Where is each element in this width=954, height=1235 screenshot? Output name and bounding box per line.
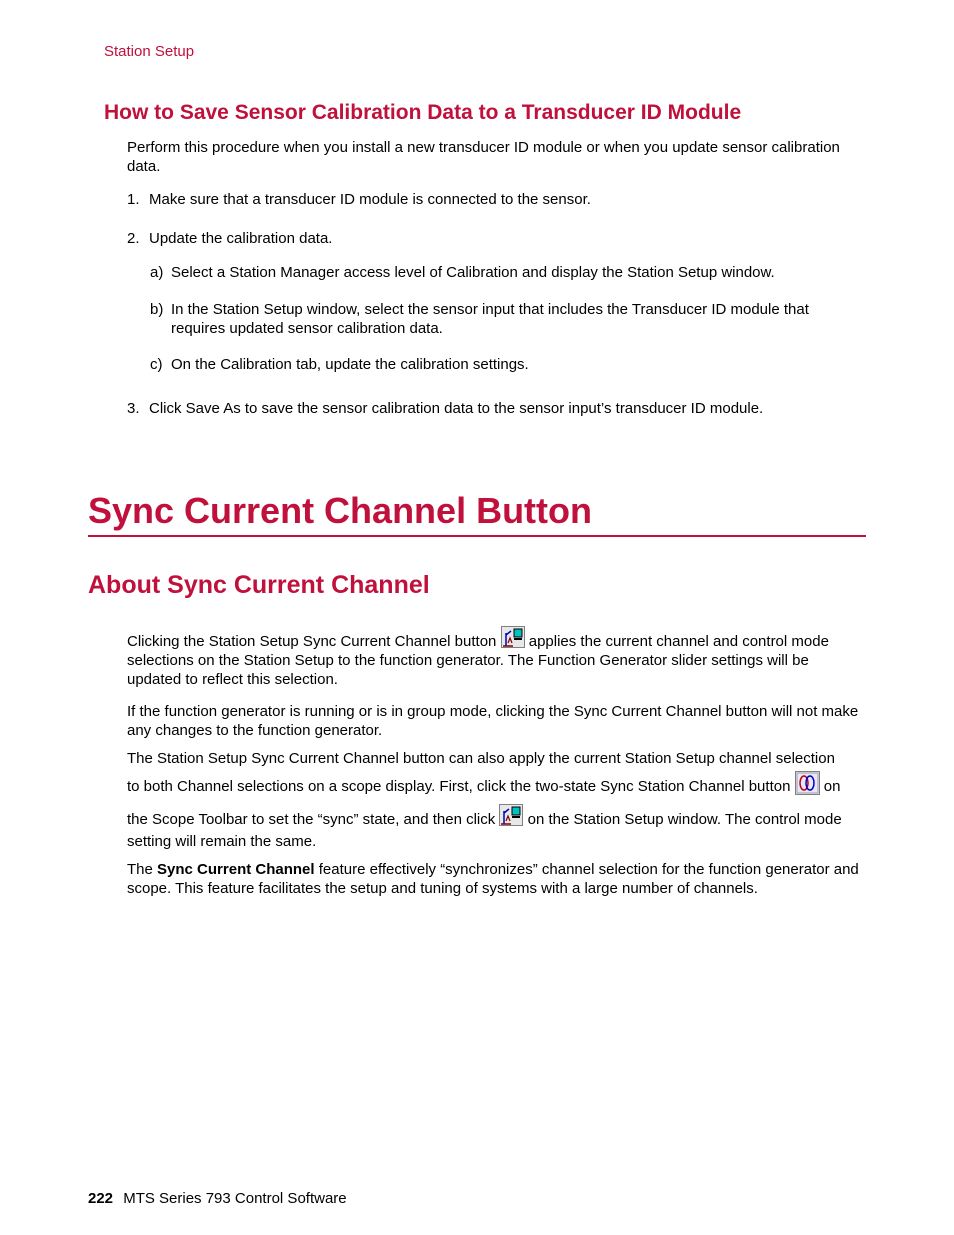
substep-letter: a) xyxy=(150,264,164,281)
sync-current-channel-icon xyxy=(499,804,523,826)
paragraph-2: If the function generator is running or is in group mode, clicking the Sync Current Channel button will not make any changes to the function generator. xyxy=(127,703,859,739)
paragraph-text: the Scope Toolbar to set the “sync” state, and then click xyxy=(127,811,496,828)
chapter-title: Sync Current Channel Button xyxy=(88,490,593,531)
substep-text: On the Calibration tab, update the calibration settings. xyxy=(171,356,529,373)
paragraph-3-line-3 xyxy=(127,804,887,829)
procedure-title: How to Save Sensor Calibration Data to a Transducer ID Module xyxy=(104,101,742,124)
step-text: Click Save As to save the sensor calibration data to the sensor input’s transducer ID module. xyxy=(149,400,764,417)
step-text: Update the calibration data. xyxy=(149,230,333,247)
section-title: About Sync Current Channel xyxy=(88,571,430,599)
step-text: Make sure that a transducer ID module is connected to the sensor. xyxy=(149,191,591,208)
step-number: 2. xyxy=(127,230,140,247)
paragraph-text: Clicking the Station Setup Sync Current Channel button xyxy=(127,633,497,650)
substep-c xyxy=(150,355,529,374)
sync-station-channel-icon xyxy=(795,771,820,795)
step-number: 1. xyxy=(127,191,140,208)
step-1 xyxy=(127,190,591,209)
step-2 xyxy=(127,229,333,248)
paragraph-text: applies the current channel and control mode selections on the Station Setup to the function generator. The Function Generator slider settings will be updated to reflect this selection. xyxy=(127,633,829,688)
substep-text: In the Station Setup window, select the sensor input that includes the Transducer ID module that requires updated sensor calibration data. xyxy=(171,301,809,337)
substep-letter: b) xyxy=(150,301,164,318)
step-number: 3. xyxy=(127,400,140,417)
paragraph-4 xyxy=(127,860,867,898)
page-footer xyxy=(88,1190,347,1207)
sync-current-channel-icon xyxy=(501,626,525,648)
paragraph-text: on the Station Setup window. The control mode xyxy=(527,811,842,828)
paragraph-text: on xyxy=(823,778,841,795)
paragraph-text: feature effectively “synchronizes” channel selection for the function generator and scope. This feature facilitates the setup and tuning of systems with a large number of channels. xyxy=(127,861,859,897)
page-number: 222 xyxy=(88,1190,114,1207)
paragraph-text: The xyxy=(127,861,153,878)
paragraph-1 xyxy=(127,626,867,689)
step-3 xyxy=(127,399,764,418)
paragraph-3-line-1: The Station Setup Sync Current Channel button can also apply the current Station Setup channel selection xyxy=(127,750,835,767)
procedure-intro: Perform this procedure when you install a new transducer ID module or when you update sensor calibration data. xyxy=(127,139,840,175)
chapter-rule xyxy=(88,535,866,537)
substep-letter: c) xyxy=(150,356,163,373)
document-title: MTS Series 793 Control Software xyxy=(123,1190,347,1207)
paragraph-3-line-2 xyxy=(127,771,887,796)
paragraph-3-line-4: setting will remain the same. xyxy=(127,833,317,850)
paragraph-text: to both Channel selections on a scope display. First, click the two-state Sync Station Channel button xyxy=(127,778,791,795)
emphasis: Sync Current Channel xyxy=(157,861,315,878)
running-head: Station Setup xyxy=(104,43,195,60)
substep-b xyxy=(150,300,809,337)
substep-a xyxy=(150,263,775,282)
substep-text: Select a Station Manager access level of Calibration and display the Station Setup window. xyxy=(171,264,775,281)
